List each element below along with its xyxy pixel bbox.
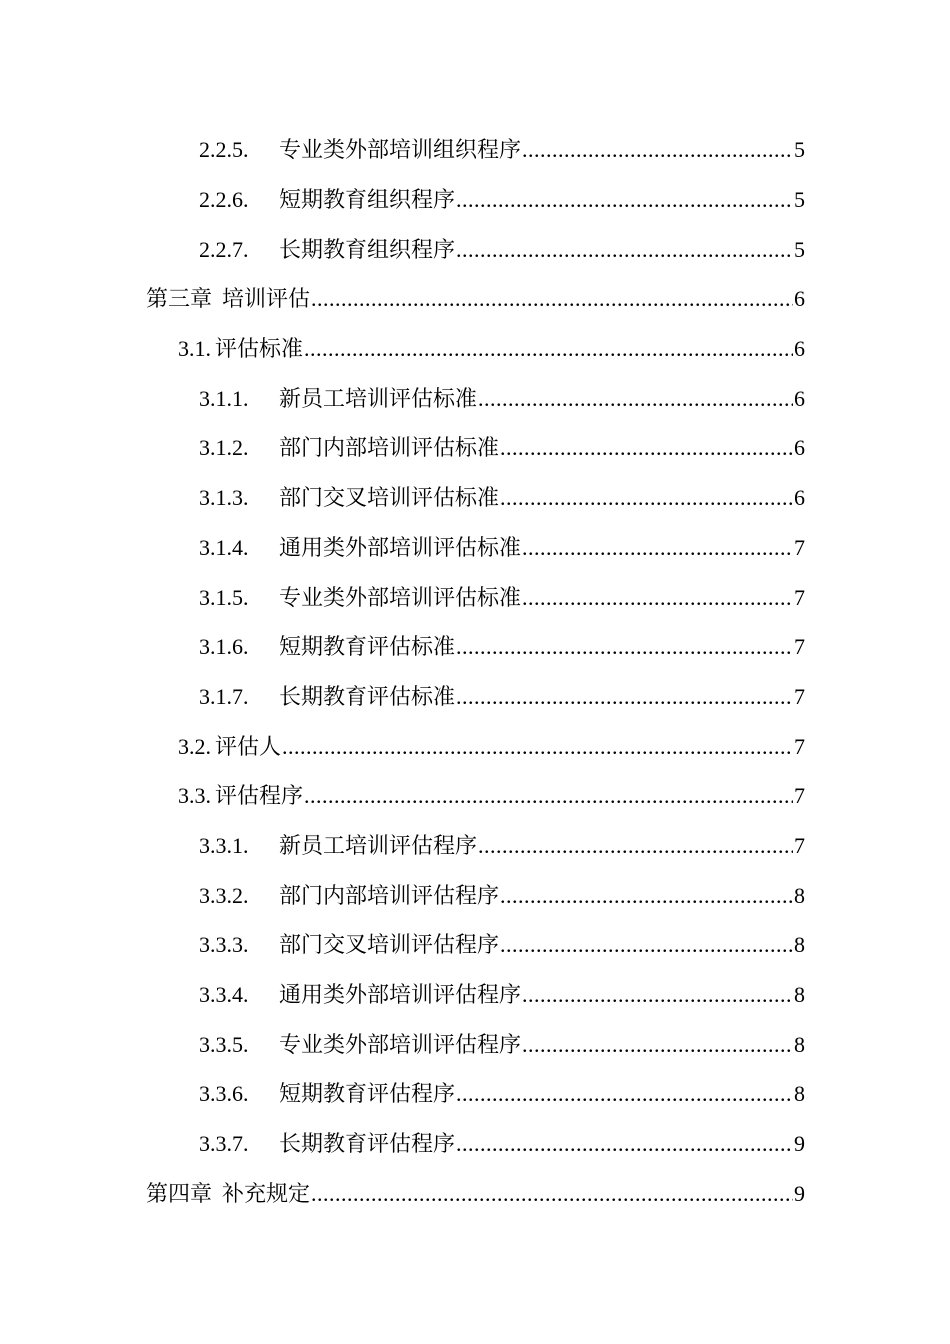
toc-entry-number: 3.3.2. [199,882,249,908]
toc-entry-line [146,288,805,311]
toc-dot-leader [500,885,793,907]
toc-dot-leader [478,388,793,410]
toc-entry-page-number: 8 [794,882,805,908]
toc-entry-page-number: 7 [794,683,805,709]
toc-entry-title: 短期教育评估标准 [279,635,456,661]
toc-entry[interactable] [0,1169,950,1219]
toc-entry-title: 部门交叉培训评估标准 [279,486,500,512]
toc-entry-page-number: 5 [794,236,805,262]
toc-entry-page-number: 7 [794,832,805,858]
toc-entry-title: 新员工培训评估程序 [279,833,478,859]
toc-entry-line [199,385,805,412]
toc-entry[interactable] [0,871,950,921]
table-of-contents [0,126,950,1219]
toc-entry-title: 通用类外部培训评估程序 [279,983,522,1009]
toc-dot-leader [500,437,793,459]
toc-entry-page-number: 8 [794,982,805,1008]
toc-entry[interactable] [0,1120,950,1170]
toc-entry-title: 评估程序 [215,784,304,810]
toc-entry-line [199,584,805,611]
toc-entry[interactable] [0,673,950,723]
toc-entry[interactable] [0,325,950,375]
toc-dot-leader [456,1083,793,1105]
toc-entry-line [199,832,805,859]
toc-entry[interactable] [0,374,950,424]
toc-entry-title: 补充规定 [222,1181,311,1207]
toc-entry-line [199,437,805,460]
toc-entry[interactable] [0,1020,950,1070]
toc-dot-leader [311,288,793,310]
toc-entry[interactable] [0,1070,950,1120]
toc-entry-title: 专业类外部培训评估标准 [279,585,522,611]
toc-entry-page-number: 8 [794,1031,805,1057]
toc-entry-title: 部门内部培训评估标准 [279,436,500,462]
toc-entry-number: 3.3.1. [199,832,249,858]
toc-entry-title: 部门内部培训评估程序 [279,883,500,909]
toc-entry-number: 3.3.7. [199,1131,249,1157]
toc-entry-line [199,1031,805,1058]
toc-entry-number: 3.2. [178,733,211,759]
toc-entry-page-number: 5 [794,137,805,163]
toc-entry-number: 3.1. [178,336,211,362]
toc-entry[interactable] [0,524,950,574]
toc-entry[interactable] [0,573,950,623]
toc-entry-number: 3.3.6. [199,1081,249,1107]
toc-dot-leader [478,835,793,857]
toc-entry[interactable] [0,722,950,772]
toc-dot-leader [456,1133,793,1155]
toc-dot-leader [456,636,793,658]
toc-entry[interactable] [0,971,950,1021]
toc-entry-number: 3.3.4. [199,982,249,1008]
toc-entry-title: 长期教育评估标准 [279,684,456,710]
toc-entry-title: 部门交叉培训评估程序 [279,933,500,959]
toc-entry-number: 3.1.2. [199,435,249,461]
toc-entry-number: 第三章 [146,286,213,312]
toc-entry-line [199,236,805,263]
toc-entry[interactable] [0,225,950,275]
toc-entry[interactable] [0,921,950,971]
toc-entry-page-number: 9 [794,1180,805,1206]
toc-entry-page-number: 6 [794,286,805,312]
toc-entry-number: 2.2.5. [199,137,249,163]
toc-entry-page-number: 8 [794,932,805,958]
toc-dot-leader [456,189,793,211]
toc-dot-leader [522,1034,793,1056]
toc-entry-number: 第四章 [146,1180,213,1206]
toc-entry-line [199,1133,805,1156]
toc-entry-line [199,139,805,162]
toc-entry-line [199,984,805,1007]
toc-dot-leader [500,934,793,956]
toc-entry[interactable] [0,623,950,673]
toc-entry-title: 评估人 [215,734,282,760]
toc-dot-leader [304,785,793,807]
toc-entry-number: 3.1.6. [199,634,249,660]
toc-entry-number: 3.3.3. [199,932,249,958]
toc-entry-page-number: 7 [794,733,805,759]
toc-entry-title: 专业类外部培训评估程序 [279,1032,522,1058]
toc-entry-number: 2.2.7. [199,236,249,262]
toc-entry[interactable] [0,424,950,474]
toc-entry-line [146,1180,805,1207]
toc-entry-number: 3.3.5. [199,1031,249,1057]
toc-entry-page-number: 5 [794,187,805,213]
toc-entry-number: 3.1.1. [199,385,249,411]
toc-entry-line [199,1083,805,1106]
toc-entry-page-number: 8 [794,1081,805,1107]
toc-entry[interactable] [0,176,950,226]
toc-dot-leader [522,984,793,1006]
toc-entry-line [178,785,805,808]
toc-entry-number: 3.1.5. [199,584,249,610]
toc-entry-page-number: 7 [794,584,805,610]
toc-entry-title: 评估标准 [215,337,304,363]
toc-entry-line [199,189,805,212]
toc-entry-number: 3.1.4. [199,534,249,560]
toc-entry-page-number: 7 [794,534,805,560]
toc-entry-line [199,683,805,710]
toc-entry-number: 3.3. [178,783,211,809]
toc-entry-title: 专业类外部培训组织程序 [279,138,522,164]
toc-entry-page-number: 7 [794,783,805,809]
toc-entry-title: 长期教育组织程序 [279,237,456,263]
toc-entry-line [199,934,805,957]
toc-entry-number: 3.1.3. [199,485,249,511]
toc-dot-leader [456,239,793,261]
toc-entry-page-number: 6 [794,435,805,461]
toc-dot-leader [500,487,793,509]
toc-entry-line [199,487,805,510]
toc-entry[interactable] [0,474,950,524]
toc-dot-leader [304,338,793,360]
toc-dot-leader [311,1183,793,1205]
toc-entry-line [199,636,805,659]
toc-entry[interactable] [0,772,950,822]
toc-entry-page-number: 6 [794,336,805,362]
toc-entry-title: 短期教育评估程序 [279,1082,456,1108]
toc-entry[interactable] [0,126,950,176]
toc-dot-leader [522,139,793,161]
toc-entry-line [178,733,805,760]
toc-entry[interactable] [0,275,950,325]
toc-entry-number: 2.2.6. [199,187,249,213]
toc-dot-leader [522,537,793,559]
toc-entry-number: 3.1.7. [199,683,249,709]
toc-entry-title: 短期教育组织程序 [279,188,456,214]
toc-entry-page-number: 7 [794,634,805,660]
toc-entry-page-number: 6 [794,385,805,411]
toc-entry-title: 通用类外部培训评估标准 [279,535,522,561]
toc-entry-title: 培训评估 [222,287,311,313]
toc-dot-leader [522,587,793,609]
toc-dot-leader [456,686,793,708]
toc-dot-leader [282,736,793,758]
toc-entry-page-number: 6 [794,485,805,511]
toc-entry-line [199,882,805,909]
toc-entry-line [178,338,805,361]
toc-entry-page-number: 9 [794,1131,805,1157]
toc-entry-line [199,534,805,561]
toc-entry-title: 长期教育评估程序 [279,1132,456,1158]
toc-entry-title: 新员工培训评估标准 [279,386,478,412]
toc-entry[interactable] [0,822,950,872]
